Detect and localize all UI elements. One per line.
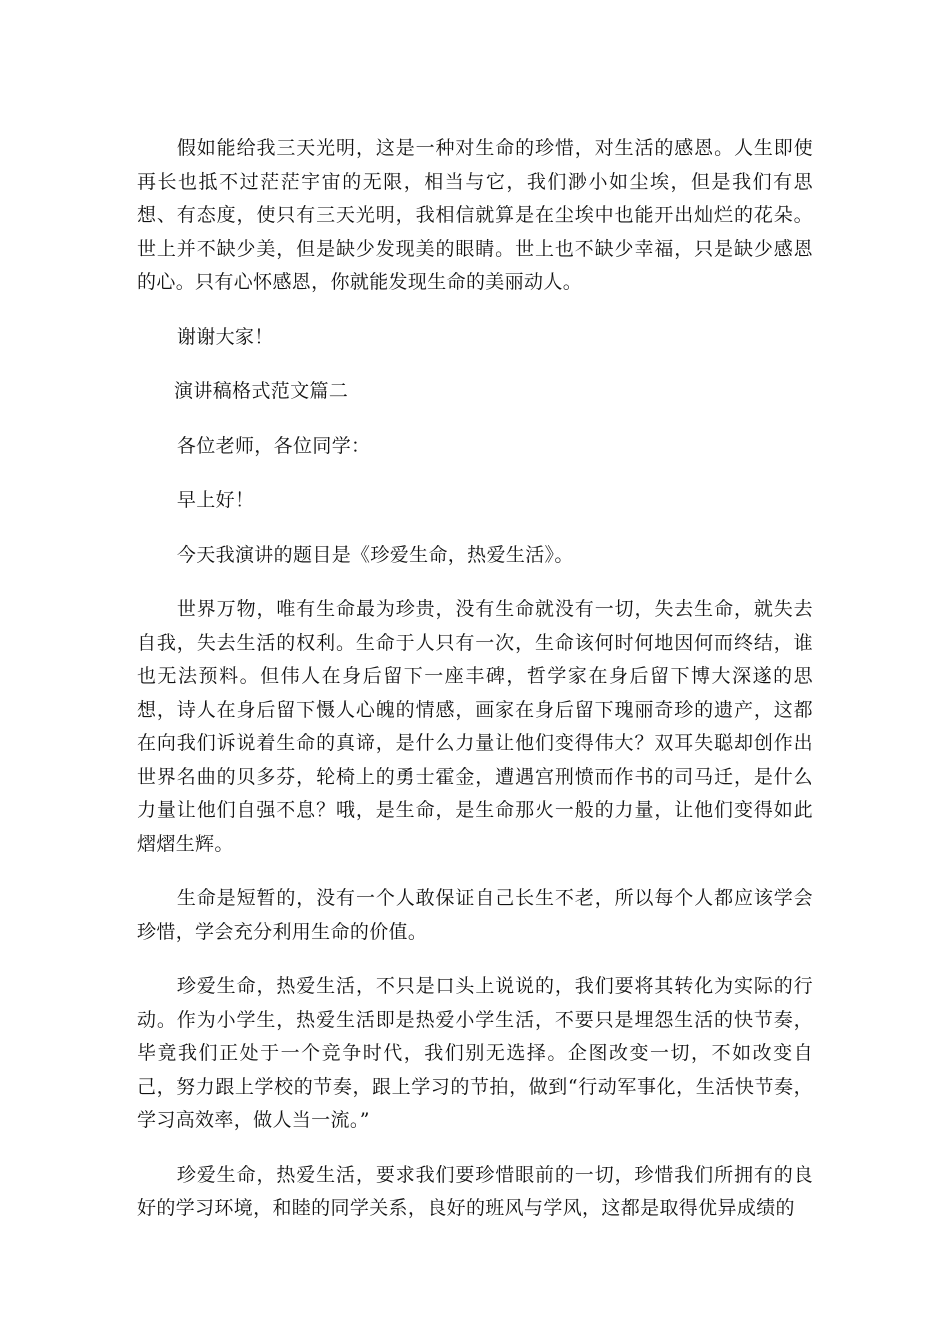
paragraph-salutation: 各位老师，各位同学：	[176, 434, 371, 457]
document-body	[137, 132, 813, 1247]
paragraph-gratitude: 假如能给我三天光明，这是一种对生命的珍惜，对生活的感恩。人生即使再长也抵不过茫茫宇宙的无限，相当与它，我们渺小如尘埃，但是我们有思想、有态度，使只有三天光明，我相信就算是在尘埃中也能开出灿烂的花朵。世上并不缺少美，但是缺少发现美的眼睛。世上也不缺少幸福，只是缺少感恩的心。只有心怀感恩，你就能发现生命的美丽动人。	[137, 137, 813, 293]
paragraph-cherish: 珍爱生命，热爱生活，要求我们要珍惜眼前的一切，珍惜我们所拥有的良好的学习环境，和睦的同学关系，良好的班风与学风，这都是取得优异成绩的	[137, 1163, 813, 1219]
paragraph-value-of-life: 世界万物，唯有生命最为珍贵，没有生命就没有一切，失去生命，就失去自我，失去生活的权利。生命于人只有一次，生命该何时何地因何而终结，谁也无法预料。但伟人在身后留下一座丰碑，哲学家在身后留下博大深遂的思想，诗人在身后留下慑人心魄的情感，画家在身后留下瑰丽奇珍的遗产，这都在向我们诉说着生命的真谛，是什么力量让他们变得伟大？双耳失聪却创作出世界名曲的贝多芬，轮椅上的勇士霍金，遭遇宫刑愤而作书的司马迁，是什么力量让他们自强不息？哦，是生命，是生命那火一般的力量，让他们变得如此熠熠生辉。	[137, 598, 813, 855]
paragraph-thanks: 谢谢大家！	[176, 325, 274, 348]
paragraph-greeting: 早上好！	[176, 489, 255, 511]
paragraph-action: 珍爱生命，热爱生活，不只是口头上说说的，我们要将其转化为实际的行动。作为小学生，热爱生活即是热爱小学生活，不要只是埋怨生活的快节奏，毕竟我们正处于一个竞争时代，我们别无选择。企图改变一切，不如改变自己，努力跟上学校的节奏，跟上学习的节拍，做到“行动军事化，生活快节奏，学习高效率，做人当一流。”	[137, 975, 813, 1131]
paragraph-short-life: 生命是短暂的，没有一个人敢保证自己长生不老，所以每个人都应该学会珍惜，学会充分利用生命的价值。	[137, 887, 813, 943]
section-heading: 演讲稿格式范文篇二	[174, 380, 349, 402]
paragraph-topic: 今天我演讲的题目是《珍爱生命，热爱生活》。	[176, 543, 574, 566]
